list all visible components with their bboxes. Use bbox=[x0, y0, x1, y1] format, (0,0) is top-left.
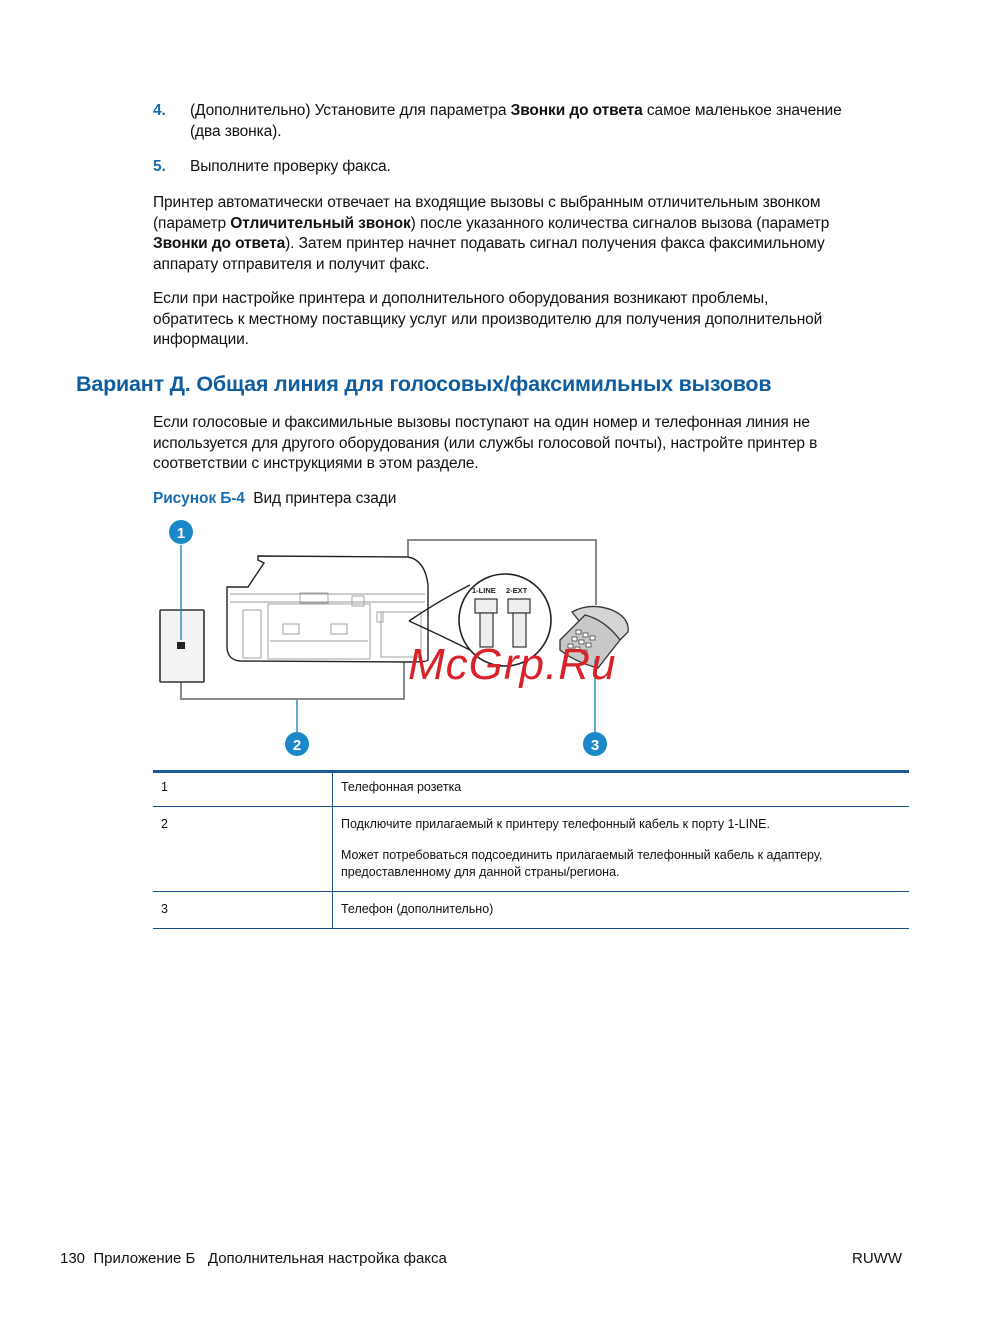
step-4-number: 4. bbox=[153, 102, 166, 119]
p2-line2: обратитесь к местному поставщику услуг или производителю для получения дополнительной bbox=[153, 310, 823, 328]
legend-text: Подключите прилагаемый к принтеру телефонный кабель к порту 1-LINE. bbox=[341, 817, 770, 831]
p3-line3: соответствии с инструкциями в этом разделе. bbox=[153, 455, 479, 472]
p1-line4: аппарату отправителя и получит факс. bbox=[153, 255, 430, 273]
page-number: 130 bbox=[60, 1250, 86, 1267]
p1-line3-post: ). Затем принтер начнет подавать сигнал получения факса факсимильному bbox=[285, 235, 825, 252]
footer-chapter: Приложение Б bbox=[93, 1250, 196, 1267]
p3-line1: Если голосовые и факсимильные вызовы поступают на один номер и телефонная линия не bbox=[153, 414, 810, 431]
wall-jack-icon bbox=[160, 610, 204, 682]
callout-1-label: 1 bbox=[176, 525, 186, 542]
step-4-bold: Звонки до ответа bbox=[510, 102, 643, 119]
step-5-text: Выполните проверку факса. bbox=[190, 158, 391, 175]
table-row bbox=[153, 892, 909, 929]
legend-table bbox=[153, 770, 909, 929]
page-footer-left bbox=[60, 1250, 447, 1267]
watermark: McGrp.Ru bbox=[408, 640, 617, 689]
footer-title: Дополнительная настройка факса bbox=[207, 1250, 447, 1267]
p1-line2-post: ) после указанного количества сигналов вызова (параметр bbox=[410, 214, 830, 232]
figure-caption-text: Вид принтера сзади bbox=[253, 490, 397, 507]
table-row bbox=[153, 807, 909, 892]
step-4-pre: (Дополнительно) Установите для параметра bbox=[190, 102, 511, 119]
footer-locale: RUWW bbox=[852, 1250, 902, 1267]
legend-text-cell bbox=[333, 807, 910, 892]
p1-line1: Принтер автоматически отвечает на входящие вызовы с выбранным отличительным звонком bbox=[153, 194, 821, 211]
paragraph-auto-answer bbox=[153, 193, 829, 275]
step-4-post: самое маленькое значение bbox=[642, 102, 842, 119]
callout-2 bbox=[285, 732, 309, 756]
legend-text: Телефонная розетка bbox=[341, 780, 462, 794]
p2-line3: информации. bbox=[153, 331, 249, 348]
callout-2-label: 2 bbox=[292, 737, 302, 754]
step-5-number: 5. bbox=[153, 158, 166, 175]
figure-label: Рисунок Б-4 bbox=[153, 490, 245, 507]
p1-line2-bold: Отличительный звонок bbox=[230, 214, 411, 232]
p2-line1: Если при настройке принтера и дополнительного оборудования возникают проблемы, bbox=[153, 290, 769, 307]
port-2-ext-label: 2-EXT bbox=[506, 586, 528, 595]
step-4-text bbox=[190, 101, 842, 142]
callout-3 bbox=[583, 732, 607, 756]
legend-id: 2 bbox=[153, 807, 333, 892]
step-4-line2: (два звонка). bbox=[190, 122, 282, 140]
legend-note: Может потребоваться подсоединить прилагаемый телефонный кабель к адаптеру, предоставленному для данной страны/региона. bbox=[341, 848, 823, 879]
legend-id: 3 bbox=[153, 892, 333, 929]
legend-text: Телефон (дополнительно) bbox=[341, 902, 494, 916]
paragraph-problems bbox=[153, 289, 822, 351]
callout-3-label: 3 bbox=[590, 737, 600, 754]
paragraph-shared-line bbox=[153, 413, 817, 475]
printer-rear-icon bbox=[227, 556, 428, 662]
p1-line2-pre: (параметр bbox=[153, 214, 231, 232]
p3-line2: используется для другого оборудования (или службы голосовой почты), настройте принтер в bbox=[153, 434, 818, 452]
table-row bbox=[153, 770, 909, 807]
p1-line3-bold: Звонки до ответа bbox=[153, 235, 286, 252]
legend-id: 1 bbox=[153, 770, 333, 807]
section-heading: Вариант Д. Общая линия для голосовых/факсимильных вызовов bbox=[76, 372, 772, 396]
figure-caption bbox=[153, 489, 396, 510]
port-1-line-label: 1-LINE bbox=[472, 586, 496, 595]
callout-1 bbox=[169, 520, 193, 544]
